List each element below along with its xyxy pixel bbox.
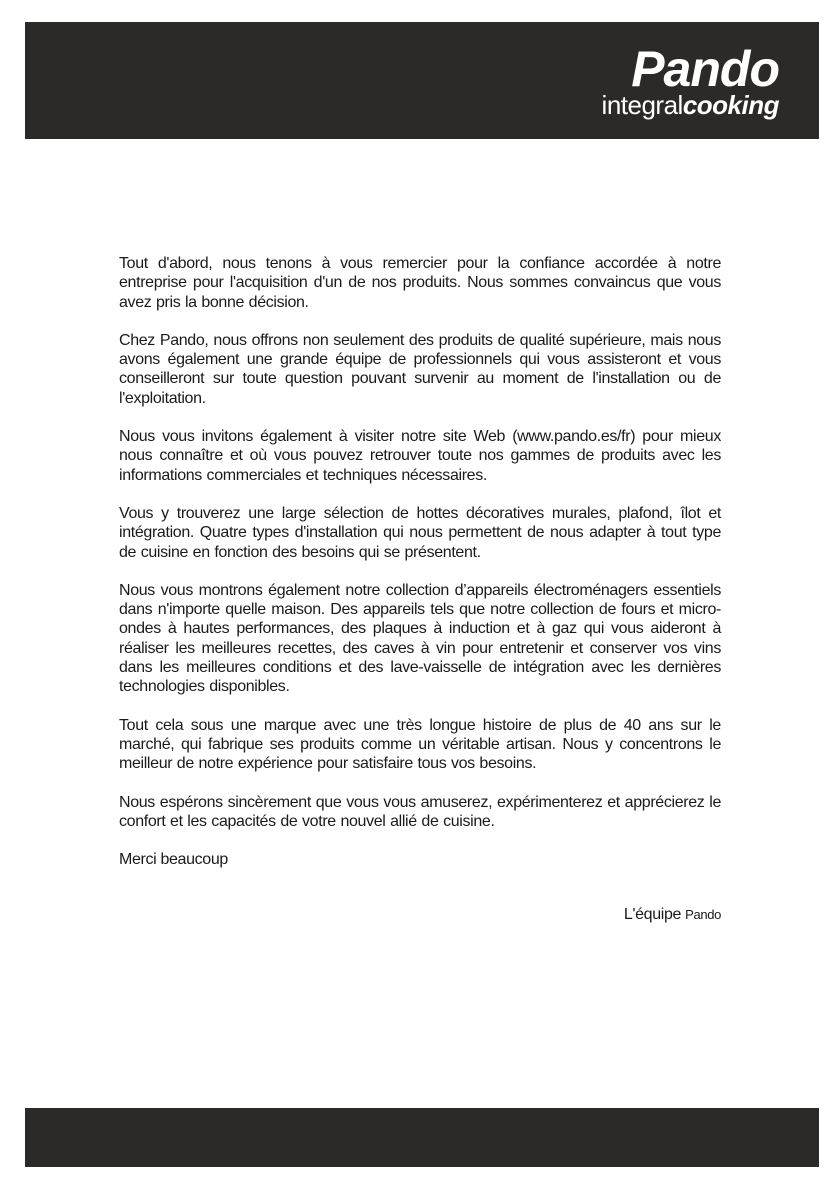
footer-band [25,1108,819,1167]
logo-tagline [602,92,779,118]
closing-line: Merci beaucoup [119,851,228,869]
paragraph-professionals: Chez Pando, nous offrons non seulement des produits de qualité supérieure, mais nous avons également une grande équipe de professionnels qui vous assisteront et vous conseilleront sur toute question pouvant survenir au moment de l'installation ou de l'exploitation. [119,331,721,407]
paragraph-hoods: Vous y trouverez une large sélection de hottes décoratives murales, plafond, îlot et intégration. Quatre types d'installation qui nous permettent de nous adapter à tout type de cuisine en fonction des besoins qui se présentent. [119,504,721,561]
paragraph-hope: Nous espérons sincèrement que vous vous amuserez, expérimenterez et apprécierez le confort et les capacités de votre nouvel allié de cuisine. [119,793,721,830]
paragraph-appliances: Nous vous montrons également notre collection d’appareils électroménagers essentiels dans n'importe quelle maison. Des appareils tels que notre collection de fours et micro-ondes à hautes performances, des plaques à induction et à gaz qui vous aideront à réaliser les meilleures recettes, des caves à vin pour entretenir et conserver vos vins dans les meilleures conditions et des lave-vaisselle de intégration avec les dernières technologies disponibles. [119,581,721,696]
logo-tagline-bold: cooking [682,90,779,120]
pando-logo [601,41,779,120]
paragraph-thanks: Tout d'abord, nous tenons à vous remercier pour la confiance accordée à notre entreprise pour l'acquisition d'un de nos produits. Nous sommes convaincus que vous avez pris la bonne décision. [119,255,721,311]
paragraph-website: Nous vous invitons également à visiter notre site Web (www.pando.es/fr) pour mieux nous connaître et où vous pouvez retrouver toute nos gammes de produits avec les informations commerciales et techniques nécessaires. [119,428,721,484]
header-band [25,22,819,139]
signature-prefix: L'équipe [623,906,682,923]
letter-body [119,254,721,869]
logo-brand: Pando [631,41,779,97]
paragraph-history: Tout cela sous une marque avec une très longue histoire de plus de 40 ans sur le marché, qui fabrique ses produits comme un véritable artisan. Nous y concentrons le meilleur de notre expérience pour satisfaire tous vos besoins. [119,716,721,773]
signature [624,906,721,924]
signature-brand: Pando [685,907,721,922]
logo-tagline-light: integral [601,90,683,120]
